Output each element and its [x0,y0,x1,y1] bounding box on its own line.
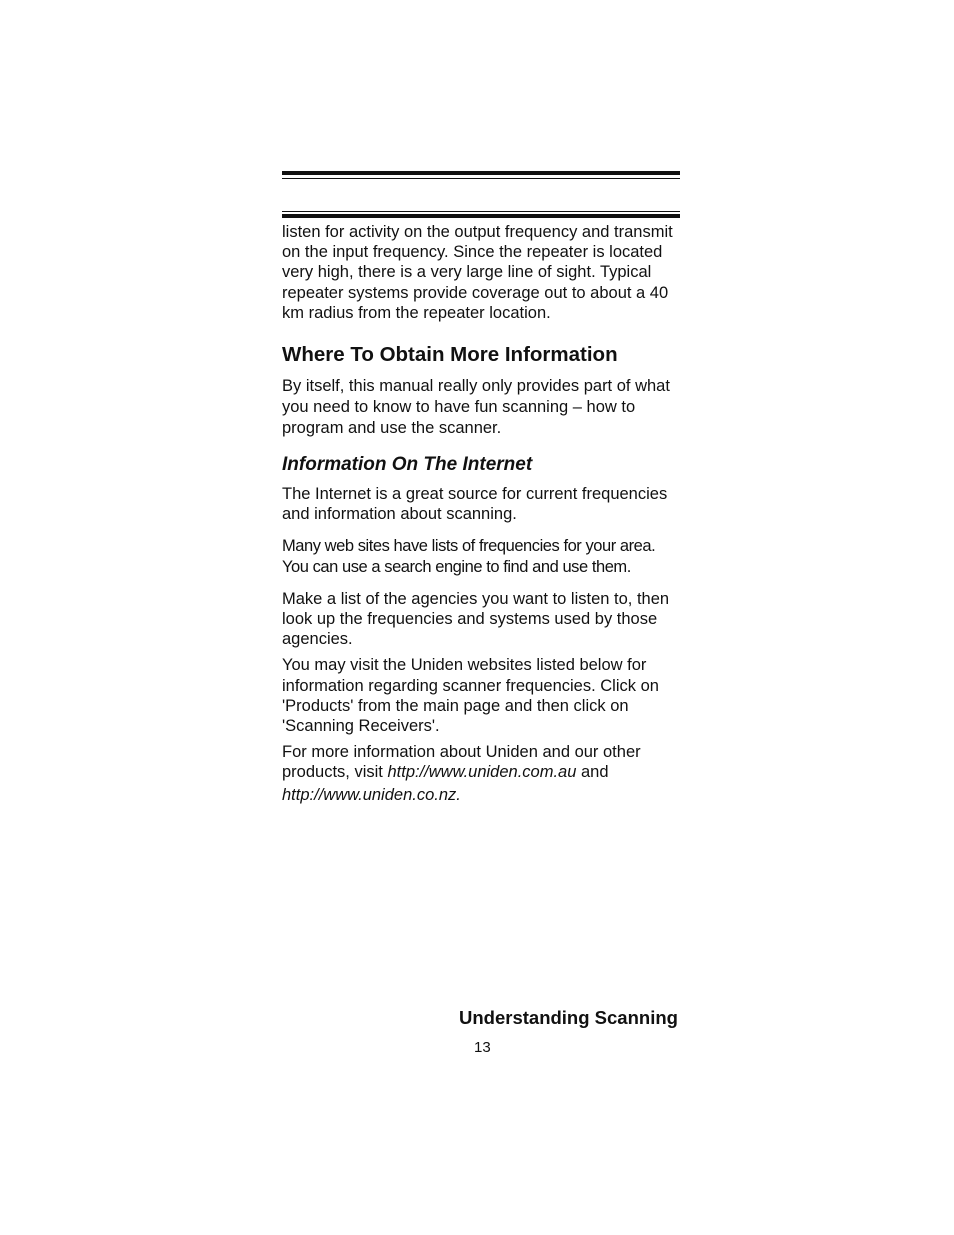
header-rule-thin [282,178,680,179]
footer-section-title: Understanding Scanning [459,1007,678,1028]
section-heading: Where To Obtain More Information [282,343,618,367]
internet-paragraph-2: Many web sites have lists of frequencies for your area. You can use a search engine to find and use them. [282,537,656,576]
internet-paragraph-4: You may visit the Uniden websites listed below for information regarding scanner frequencies. Click on 'Products' from the main page and then click on 'Scanning Receivers'. [282,656,659,736]
internet-paragraph-1: The Internet is a great source for current frequencies and information about scanning. [282,485,668,524]
internet-paragraph-5 [282,742,682,805]
internet-paragraph-5-text: For more information about Uniden and our other products, visit [282,743,641,782]
subsection-heading: Information On The Internet [282,454,533,476]
text-column [282,222,682,805]
internet-paragraph-5-and: and [576,763,609,782]
uniden-nz-link[interactable]: http://www.uniden.co.nz. [282,785,461,804]
body-rule-thick [282,214,680,218]
internet-paragraph-3: Make a list of the agencies you want to listen to, then look up the frequencies and systems used by those agencies. [282,589,670,649]
page-number: 13 [474,1039,491,1056]
intro-paragraph: listen for activity on the output frequency and transmit on the input frequency. Since the repeater is located very high, there is a very large line of sight. Typical repeater systems provide coverage out to about a 40 km radius from the repeater location. [282,223,673,322]
header-rule-thick [282,171,680,175]
body-rule-thin [282,211,680,212]
more-info-paragraph: By itself, this manual really only provides part of what you need to know to have fun scanning – how to program and use the scanner. [282,377,670,438]
uniden-au-link[interactable]: http://www.uniden.com.au [387,763,577,782]
